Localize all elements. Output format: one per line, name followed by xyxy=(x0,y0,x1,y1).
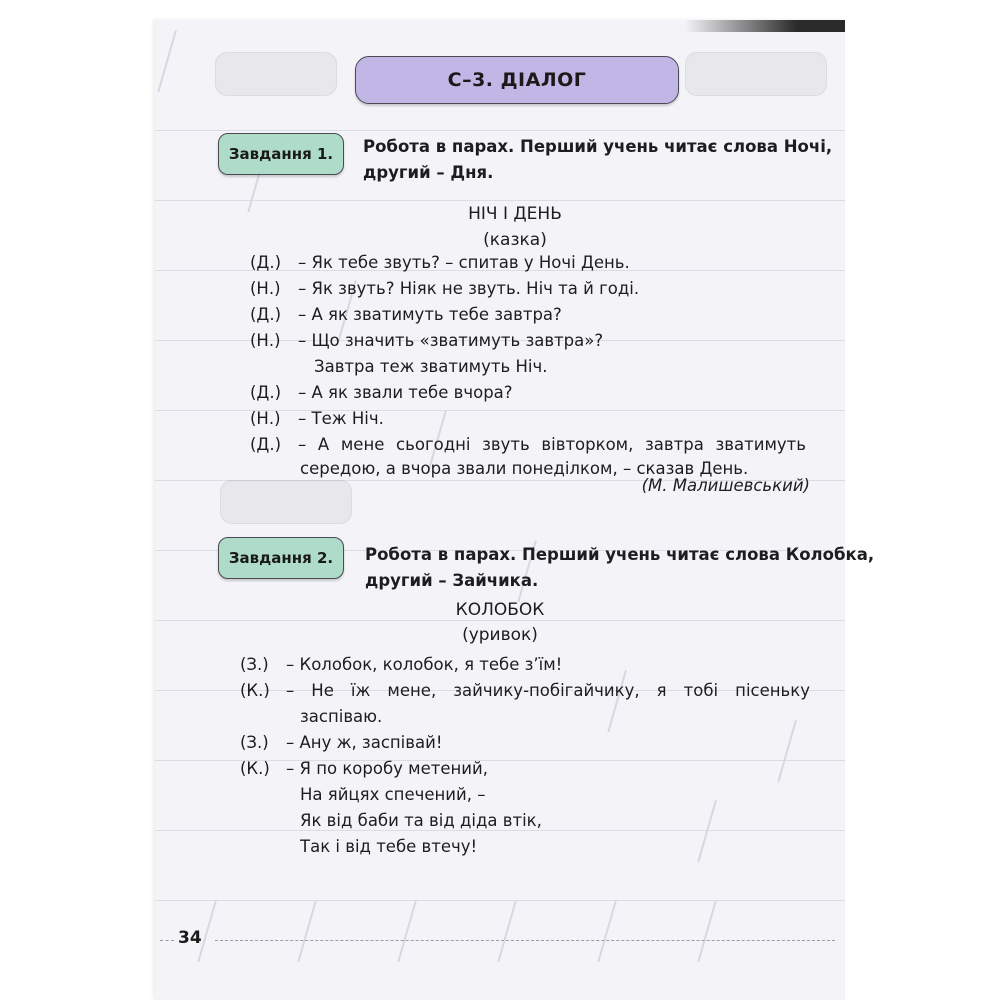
speaker-tag: (Д.) xyxy=(250,383,282,402)
ruled-slant xyxy=(297,900,317,962)
dialog-text: – Колобок, колобок, я тебе з’їм! xyxy=(286,655,563,674)
dialog-text: – Як звуть? Ніяк не звуть. Ніч та й годі. xyxy=(298,279,640,298)
page-edge-shadow xyxy=(685,20,845,32)
page-title: С–3. ДІАЛОГ xyxy=(355,56,679,104)
dialog-continuation: середою, а вчора звали понеділком, – сказав День. xyxy=(300,459,749,478)
story1-genre: (казка) xyxy=(483,230,547,250)
dialog-text: – Не їж мене, зайчику-побігайчику, я тобі пісеньку xyxy=(286,681,810,700)
speaker-tag: (Д.) xyxy=(250,435,282,454)
ruled-slant xyxy=(777,720,797,782)
dialog-line xyxy=(240,756,488,782)
ruled-slant xyxy=(597,900,617,962)
dialog-line xyxy=(250,250,630,276)
dialog-text: – Як тебе звуть? – спитав у Ночі День. xyxy=(298,253,630,272)
footer-dashed-rule xyxy=(215,940,835,941)
speaker-tag: (Д.) xyxy=(250,305,282,324)
speaker-tag: (Д.) xyxy=(250,253,282,272)
dialog-continuation: Так і від тебе втечу! xyxy=(300,837,478,856)
task2-instruction-line2: другий – Зайчика. xyxy=(365,571,539,590)
author-credit: (М. Малишевський) xyxy=(641,476,810,495)
dialog-text: – Я по коробу метений, xyxy=(286,759,488,778)
story1-title: НІЧ І ДЕНЬ xyxy=(468,204,562,224)
dialog-continuation: На яйцях спечений, – xyxy=(300,785,486,804)
dialog-line xyxy=(250,302,562,328)
bleed-through-shape xyxy=(220,480,352,524)
task2-label: Завдання 2. xyxy=(218,537,344,579)
ruled-slant xyxy=(697,900,717,962)
dialog-continuation: Завтра теж зватимуть Ніч. xyxy=(314,357,548,376)
dialog-line xyxy=(240,730,442,756)
footer-dash-left xyxy=(160,940,174,941)
dialog-line xyxy=(240,652,562,678)
ruled-slant xyxy=(497,900,517,962)
task1-label: Завдання 1. xyxy=(218,133,344,175)
speaker-tag: (К.) xyxy=(240,681,270,700)
speaker-tag: (К.) xyxy=(240,759,270,778)
dialog-line xyxy=(250,380,513,406)
ruled-line xyxy=(155,200,845,201)
ruled-slant xyxy=(157,30,177,92)
ruled-slant xyxy=(397,900,417,962)
dialog-text: – Що значить «зватимуть завтра»? xyxy=(298,331,604,350)
ruled-slant xyxy=(697,800,717,862)
speaker-tag: (Н.) xyxy=(250,331,281,350)
dialog-line xyxy=(250,432,810,458)
dialog-text: – А як зватимуть тебе завтра? xyxy=(298,305,562,324)
task1-instruction-line1: Робота в парах. Перший учень читає слова Ночі, xyxy=(363,137,833,156)
speaker-tag: (Н.) xyxy=(250,409,281,428)
story2-genre: (уривок) xyxy=(462,625,538,645)
ruled-line xyxy=(155,130,845,131)
dialog-line xyxy=(250,276,639,302)
dialog-text: – Ану ж, заспівай! xyxy=(286,733,443,752)
dialog-line xyxy=(250,406,384,432)
speaker-tag: (З.) xyxy=(240,655,269,674)
dialog-text: – Теж Ніч. xyxy=(298,409,384,428)
speaker-tag: (Н.) xyxy=(250,279,281,298)
bleed-through-shape xyxy=(215,52,337,96)
ruled-line xyxy=(155,900,845,901)
dialog-continuation: Як від баби та від діда втік, xyxy=(300,811,542,830)
ruled-line xyxy=(155,620,845,621)
task1-instruction-line2: другий – Дня. xyxy=(363,163,494,182)
dialog-continuation: заспіваю. xyxy=(300,707,383,726)
dialog-line xyxy=(250,328,603,354)
task2-instruction-line1: Робота в парах. Перший учень читає слова Колобка, xyxy=(365,545,875,564)
page-number: 34 xyxy=(178,928,202,948)
speaker-tag: (З.) xyxy=(240,733,269,752)
bleed-through-shape xyxy=(685,52,827,96)
dialog-line xyxy=(240,678,812,704)
dialog-text: – А мене сьогодні звуть вівторком, завтра зватимуть xyxy=(298,435,806,454)
dialog-text: – А як звали тебе вчора? xyxy=(298,383,513,402)
story2-title: КОЛОБОК xyxy=(455,600,545,620)
